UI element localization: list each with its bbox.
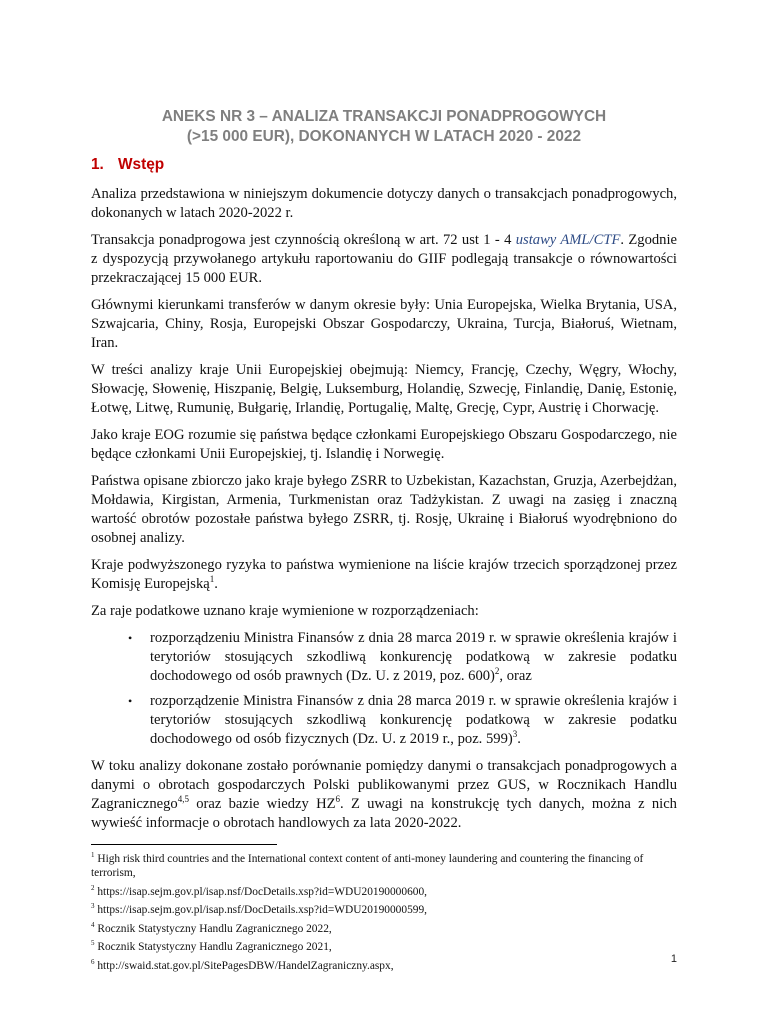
list-item [128, 692, 677, 749]
footnote-ref[interactable]: 3 [512, 729, 518, 740]
paragraph-text: Kraje podwyższonego ryzyka to państwa wymienione na liście krajów trzecich sporządzonej przez Komisję Europejską [91, 557, 677, 592]
paragraph-text: . Z uwagi na konstrukcję tych danych, można z nich wywieść informacje o obrotach handlowych za lata 2020-2022. [91, 796, 677, 831]
paragraph-text: oraz bazie wiedzy HZ [188, 796, 336, 812]
footnote-link[interactable]: https://isap.sejm.gov.pl/isap.nsf/DocDetails.xsp?id=WDU20190000599, [94, 904, 428, 917]
section-title: Wstęp [118, 156, 165, 173]
paragraph-tax-havens: Za raje podatkowe uznano kraje wymienione w rozporządzeniach: [91, 603, 479, 619]
section-number: 1. [91, 156, 104, 173]
footnote-link[interactable]: http://swaid.stat.gov.pl/SitePagesDBW/HandelZagraniczny.aspx, [94, 959, 394, 972]
paragraph-text: Transakcja ponadprogowa jest czynnością określoną w art. 72 ust 1 - 4 [91, 232, 516, 248]
paragraph-text: W toku analizy dokonane zostało porównanie pomiędzy danymi o transakcjach ponadprogowych a danymi o obrotach gospodarczych Polski publikowanymi przez GUS, w Rocznikach Handlu Zagranicznego [91, 758, 677, 812]
title-line-2: (>15 000 EUR), DOKONANYCH W LATACH 2020 - 2022 [186, 128, 582, 145]
footnote-ref[interactable]: 1 [209, 574, 215, 585]
title-line-1: ANEKS NR 3 – ANALIZA TRANSAKCJI PONADPROGOWYCH [161, 108, 607, 125]
footnote-number: 6 [91, 957, 95, 966]
paragraph-text: . Zgodnie z dyspozycją przywołanego artykułu raportowaniu do GIIF podlegają transakcje o równowartości przekraczającej 15 000 EUR. [91, 232, 677, 286]
footnote-ref[interactable]: 4,5 [177, 794, 189, 805]
document-title [91, 107, 677, 147]
footnote-text: High risk third countries and the International context content of anti-money laundering and countering the financing of terrorism, [91, 852, 644, 880]
footnote-text: Rocznik Statystyczny Handlu Zagranicznego 2021, [94, 940, 332, 953]
footnote-number: 3 [91, 902, 95, 911]
section-heading [91, 155, 677, 175]
list-item [128, 629, 677, 686]
footnote-number: 2 [91, 883, 95, 892]
paragraph-high-risk [91, 556, 677, 594]
paragraph-intro: Analiza przedstawiona w niniejszym dokumencie dotyczy danych o transakcjach ponadprogowych, dokonanych w latach 2020-2022 r. [91, 186, 677, 221]
footnote [91, 848, 677, 881]
paragraph-eea: Jako kraje EOG rozumie się państwa będące członkami Europejskiego Obszaru Gospodarczego, nie będące członkami Unii Europejskiej, tj. Islandię i Norwegię. [91, 427, 677, 462]
document-page [91, 107, 677, 973]
bullet-icon: • [128, 631, 133, 645]
footnote [91, 955, 677, 973]
footnote-ref[interactable]: 6 [335, 794, 341, 805]
paragraph-definition [91, 231, 677, 288]
footnote-number: 1 [91, 851, 95, 859]
list-item-text: . [517, 731, 521, 747]
paragraph-eu-countries: W treści analizy kraje Unii Europejskiej obejmują: Niemcy, Francję, Czechy, Węgry, Włochy, Słowację, Słowenię, Hiszpanię, Belgię, Luksemburg, Holandię, Szwecję, Finlandię, Danię, Estonię, Łotwę, Litwę, Rumunię, Bułgarię, Irlandię, Portugalię, Maltę, Grecję, Cypr, Austrię i Chorwację. [91, 362, 677, 416]
footnote-number: 5 [91, 939, 95, 948]
footnote [91, 918, 677, 936]
paragraph-text: . [214, 576, 218, 592]
footnote [91, 899, 677, 917]
regulation-list [91, 629, 677, 749]
footnote [91, 881, 677, 899]
list-item-text: , oraz [499, 668, 532, 684]
footnote-ref[interactable]: 2 [494, 666, 500, 677]
footnotes [91, 848, 677, 973]
footnote-text: Rocznik Statystyczny Handlu Zagranicznego 2022, [94, 922, 332, 935]
bullet-icon: • [128, 694, 133, 708]
paragraph-comparison [91, 757, 677, 833]
footnote-number: 4 [91, 920, 95, 929]
paragraph-ussr: Państwa opisane zbiorczo jako kraje byłego ZSRR to Uzbekistan, Kazachstan, Gruzja, Azerbejdżan, Mołdawia, Kirgistan, Armenia, Turkmenistan oraz Tadżykistan. Z uwagi na zasięg i znaczną wartość obrotów pozostałe państwa byłego ZSRR, tj. Rosję, Ukrainę i Białoruś wyodrębniono do osobnej analizy. [91, 473, 677, 546]
aml-ctf-law-link[interactable]: ustawy AML/CTF [515, 232, 621, 248]
footnote-link[interactable]: https://isap.sejm.gov.pl/isap.nsf/DocDetails.xsp?id=WDU20190000600, [94, 885, 428, 898]
paragraph-directions: Głównymi kierunkami transferów w danym okresie były: Unia Europejska, Wielka Brytania, USA, Szwajcaria, Chiny, Rosja, Europejski Obszar Gospodarczy, Ukraina, Turcja, Białoruś, Wietnam, Iran. [91, 297, 677, 351]
footnote-divider [91, 844, 277, 845]
list-item-text: rozporządzenie Ministra Finansów z dnia 28 marca 2019 r. w sprawie określenia krajów i terytoriów stosujących szkodliwą konkurencję podatkową w zakresie podatku dochodowego od osób fizycznych (Dz. U. z 2019 r., poz. 599) [150, 693, 677, 747]
list-item-text: rozporządzeniu Ministra Finansów z dnia 28 marca 2019 r. w sprawie określenia krajów i terytoriów stosujących szkodliwą konkurencję podatkową w zakresie podatku dochodowego od osób prawnych (Dz. U. z 2019, poz. 600) [150, 630, 677, 684]
page-number: 1 [670, 953, 677, 965]
footnote [91, 936, 677, 954]
